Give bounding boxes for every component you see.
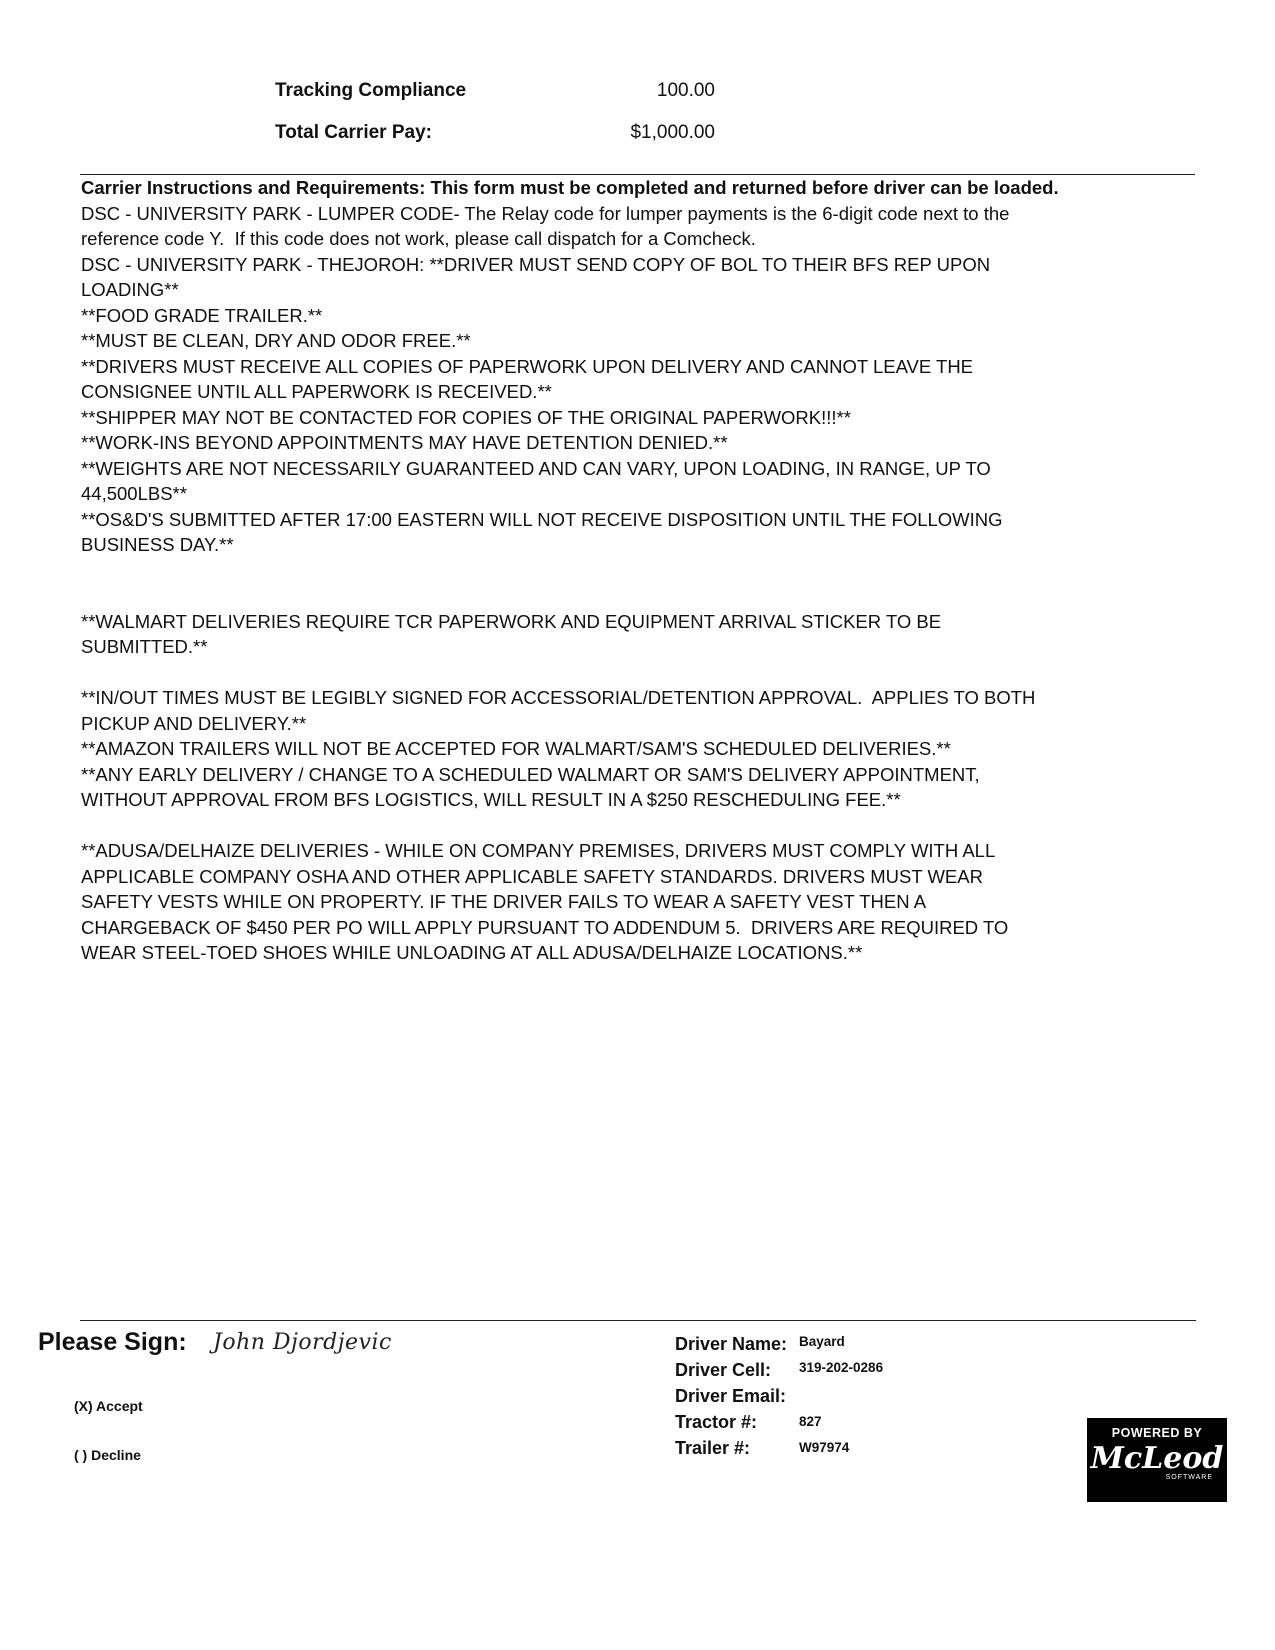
logo-software: SOFTWARE (1165, 1474, 1213, 1481)
instruction-line: SUBMITTED.** (81, 636, 208, 657)
decline-option[interactable]: ( ) Decline (74, 1447, 141, 1463)
mcleod-logo (1087, 1418, 1227, 1502)
instruction-line: **MUST BE CLEAN, DRY AND ODOR FREE.** (81, 330, 471, 351)
instruction-line: **SHIPPER MAY NOT BE CONTACTED FOR COPIES OF THE ORIGINAL PAPERWORK!!!** (81, 406, 851, 428)
instruction-line: **ANY EARLY DELIVERY / CHANGE TO A SCHEDULED WALMART OR SAM'S DELIVERY APPOINTMENT, (81, 763, 980, 785)
driver-cell-label: Driver Cell: (675, 1360, 772, 1380)
instruction-line: CHARGEBACK OF $450 PER PO WILL APPLY PURSUANT TO ADDENDUM 5. DRIVERS ARE REQUIRED TO (81, 916, 1009, 938)
instruction-line: CONSIGNEE UNTIL ALL PAPERWORK IS RECEIVED.** (81, 381, 552, 402)
instruction-line: LOADING** (81, 279, 179, 300)
trailer-value: W97974 (799, 1440, 850, 1455)
instruction-line: **DRIVERS MUST RECEIVE ALL COPIES OF PAPERWORK UPON DELIVERY AND CANNOT LEAVE THE (81, 355, 974, 377)
signature-field[interactable]: John Djordjevic (213, 1330, 392, 1355)
signature-divider (80, 1320, 1196, 1321)
walmart-instructions (81, 609, 1181, 660)
carrier-instructions (81, 175, 1181, 966)
instruction-line: WEAR STEEL-TOED SHOES WHILE UNLOADING AT ALL ADUSA/DELHAIZE LOCATIONS.** (81, 942, 863, 963)
instruction-line: DSC - UNIVERSITY PARK - LUMPER CODE- The Relay code for lumper payments is the 6-digit code next to the (81, 202, 1010, 224)
please-sign-label: Please Sign: (38, 1328, 187, 1356)
instruction-line: **IN/OUT TIMES MUST BE LEGIBLY SIGNED FOR ACCESSORIAL/DETENTION APPROVAL. APPLIES TO BOTH (81, 687, 1036, 708)
instruction-line: BUSINESS DAY.** (81, 534, 234, 555)
tracking-compliance-value: 100.00 (656, 80, 715, 101)
instruction-line: **AMAZON TRAILERS WILL NOT BE ACCEPTED FOR WALMART/SAM'S SCHEDULED DELIVERIES.** (81, 738, 951, 759)
logo-powered-by: POWERED BY (1111, 1426, 1203, 1440)
instruction-line: reference code Y. If this code does not work, please call dispatch for a Comcheck. (81, 228, 756, 249)
instructions-list (81, 201, 1181, 558)
driver-name-value: Bayard (799, 1334, 845, 1349)
instruction-line: **WORK-INS BEYOND APPOINTMENTS MAY HAVE DETENTION DENIED.** (81, 432, 728, 453)
instruction-line: SAFETY VESTS WHILE ON PROPERTY. IF THE DRIVER FAILS TO WEAR A SAFETY VEST THEN A (81, 891, 927, 912)
instruction-line: **FOOD GRADE TRAILER.** (81, 304, 323, 326)
total-carrier-pay-value: $1,000.00 (630, 122, 715, 143)
driver-cell-value: 319-202-0286 (799, 1360, 884, 1375)
adusa-instructions (81, 838, 1181, 966)
total-carrier-pay-label: Total Carrier Pay: (275, 122, 432, 143)
logo-brand: McLeod (1090, 1441, 1224, 1476)
instruction-line: **WEIGHTS ARE NOT NECESSARILY GUARANTEED AND CAN VARY, UPON LOADING, IN RANGE, UP TO (81, 457, 991, 479)
driver-name-label: Driver Name: (675, 1334, 788, 1354)
accept-option[interactable]: (X) Accept (74, 1398, 143, 1414)
driver-email-label: Driver Email: (675, 1386, 787, 1406)
instructions-heading: Carrier Instructions and Requirements: This form must be completed and returned before driver can be loaded. (81, 177, 1059, 198)
instruction-line: 44,500LBS** (81, 483, 187, 504)
instruction-line: **ADUSA/DELHAIZE DELIVERIES - WHILE ON COMPANY PREMISES, DRIVERS MUST COMPLY WITH ALL (81, 840, 996, 861)
tractor-value: 827 (799, 1414, 822, 1429)
inout-instructions (81, 685, 1181, 813)
instruction-line: WITHOUT APPROVAL FROM BFS LOGISTICS, WILL RESULT IN A $250 RESCHEDULING FEE.** (81, 789, 901, 810)
tracking-compliance-label: Tracking Compliance (275, 80, 467, 101)
tractor-label: Tractor #: (675, 1412, 758, 1432)
trailer-label: Trailer #: (675, 1438, 751, 1458)
instruction-line: PICKUP AND DELIVERY.** (81, 712, 307, 734)
instruction-line: **OS&D'S SUBMITTED AFTER 17:00 EASTERN WILL NOT RECEIVE DISPOSITION UNTIL THE FOLLOWING (81, 508, 1003, 530)
instruction-line: APPLICABLE COMPANY OSHA AND OTHER APPLICABLE SAFETY STANDARDS. DRIVERS MUST WEAR (81, 865, 983, 887)
instruction-line: **WALMART DELIVERIES REQUIRE TCR PAPERWORK AND EQUIPMENT ARRIVAL STICKER TO BE (81, 610, 942, 632)
instruction-line: DSC - UNIVERSITY PARK - THEJOROH: **DRIVER MUST SEND COPY OF BOL TO THEIR BFS REP UPON (81, 253, 991, 275)
